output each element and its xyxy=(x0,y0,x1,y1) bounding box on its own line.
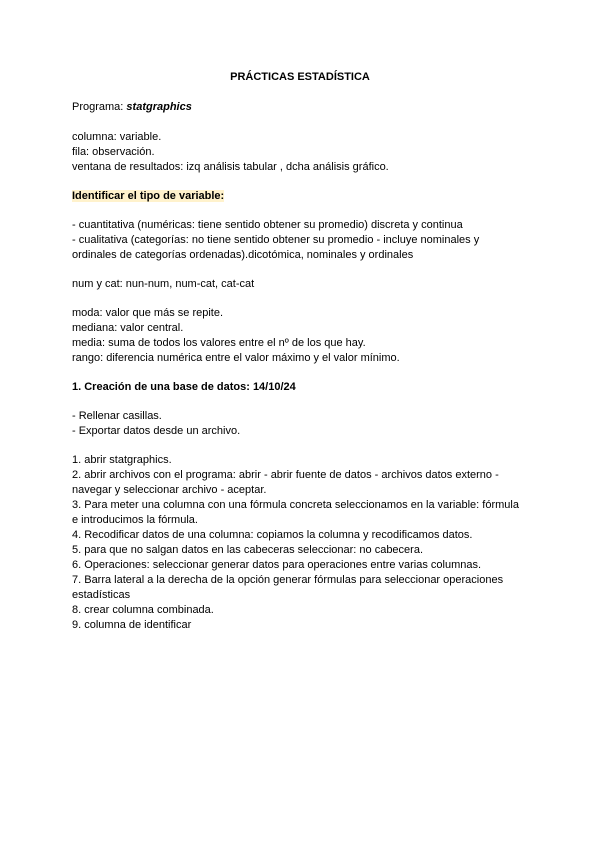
list-item: - cuantitativa (numéricas: tiene sentido obtener su promedio) discreta y continua xyxy=(72,219,463,231)
measure-line: moda: valor que más se repite. xyxy=(72,307,224,319)
measure-line: media: suma de todos los valores entre el nº de los que hay. xyxy=(72,337,366,349)
program-name: statgraphics xyxy=(126,101,192,113)
step-line: 6. Operaciones: seleccionar generar datos para operaciones entre varias columnas. xyxy=(72,559,482,571)
program-line xyxy=(72,100,532,115)
variable-type-heading-line xyxy=(72,189,532,204)
combos-line: num y cat: nun-num, num-cat, cat-cat xyxy=(72,278,255,290)
variable-type-list xyxy=(72,218,532,263)
step-line: e introducimos la fórmula. xyxy=(72,514,198,526)
step-line: 5. para que no salgan datos en las cabeceras seleccionar: no cabecera. xyxy=(72,544,424,556)
step-line: 8. crear columna combinada. xyxy=(72,604,214,616)
step-line: estadísticas xyxy=(72,589,131,601)
definitions-block xyxy=(72,130,532,175)
variable-type-heading-colon: : xyxy=(220,190,225,202)
list-item: ordinales de categorías ordenadas).dicotómica, nominales y ordinales xyxy=(72,249,414,261)
step-line: 9. columna de identificar xyxy=(72,619,192,631)
section1-bullets xyxy=(72,409,532,439)
list-item: - Exportar datos desde un archivo. xyxy=(72,425,241,437)
step-line: 2. abrir archivos con el programa: abrir - abrir fuente de datos - archivos datos externo - xyxy=(72,469,499,481)
list-item: - Rellenar casillas. xyxy=(72,410,162,422)
measure-line: rango: diferencia numérica entre el valor máximo y el valor mínimo. xyxy=(72,352,400,364)
step-line: 1. abrir statgraphics. xyxy=(72,454,172,466)
variable-type-heading-text: Identificar el tipo de variable xyxy=(72,190,221,202)
measures-block xyxy=(72,306,532,366)
definition-line: fila: observación. xyxy=(72,146,155,158)
section1-heading: 1. Creación de una base de datos: 14/10/24 xyxy=(72,381,296,393)
step-line: 3. Para meter una columna con una fórmula concreta seleccionamos en la variable: fórmula xyxy=(72,499,519,511)
document-title: PRÁCTICAS ESTADÍSTICA xyxy=(230,71,370,83)
step-line: 4. Recodificar datos de una columna: copiamos la columna y recodificamos datos. xyxy=(72,529,473,541)
step-line: 7. Barra lateral a la derecha de la opción generar fórmulas para seleccionar operaciones xyxy=(72,574,504,586)
definition-line: columna: variable. xyxy=(72,131,162,143)
measure-line: mediana: valor central. xyxy=(72,322,184,334)
step-line: navegar y seleccionar archivo - aceptar. xyxy=(72,484,267,496)
list-item: - cualitativa (categorías: no tiene sentido obtener su promedio - incluye nominales y xyxy=(72,234,480,246)
section1-steps xyxy=(72,453,532,633)
definition-line: ventana de resultados: izq análisis tabular , dcha análisis gráfico. xyxy=(72,161,389,173)
program-label: Programa: xyxy=(72,101,127,113)
variable-type-heading xyxy=(72,190,224,202)
